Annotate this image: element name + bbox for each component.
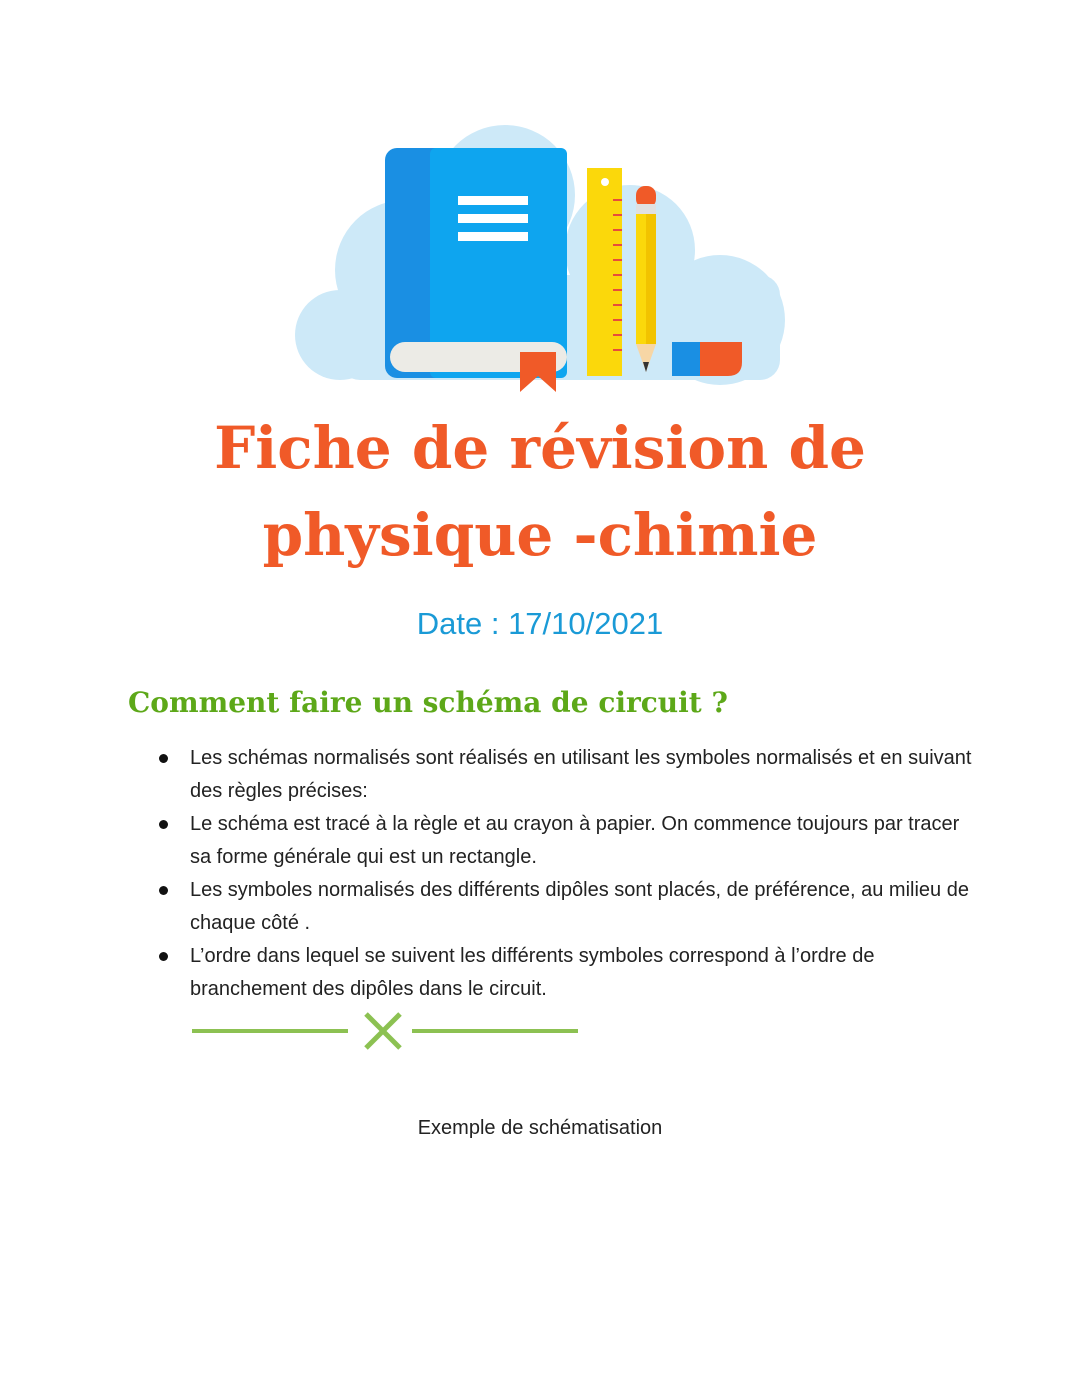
list-item-text: Les symboles normalisés des différents dipôles sont placés, de préférence, au milieu de chaque côté . [190, 879, 969, 934]
bullet-icon [159, 952, 168, 961]
list-item [190, 874, 980, 940]
list-item-text: Le schéma est tracé à la règle et au crayon à papier. On commence toujours par tracer sa forme générale qui est un rectangle. [190, 813, 960, 868]
bullet-icon [159, 820, 168, 829]
section-heading: Comment faire un schéma de circuit ? [128, 686, 728, 719]
figure-caption: Exemple de schématisation [417, 1117, 663, 1139]
ruler-icon [587, 168, 622, 376]
bullet-icon [159, 754, 168, 763]
date-label: Date : 17/10/2021 [416, 606, 664, 641]
cross-divider-icon [192, 1008, 578, 1054]
eraser-icon [672, 342, 742, 376]
list-item [190, 940, 980, 1006]
bookmark-icon [520, 352, 556, 392]
bullet-icon [159, 886, 168, 895]
list-item-text: L’ordre dans lequel se suivent les différents symboles correspond à l’ordre de branchement des dipôles dans le circuit. [190, 945, 875, 1000]
list-item [190, 742, 980, 808]
book-icon [385, 148, 567, 378]
list-item-text: Les schémas normalisés sont réalisés en utilisant les symboles normalisés et en suivant des règles précises: [190, 747, 972, 802]
list-item [190, 808, 980, 874]
pencil-icon [636, 186, 656, 372]
title-line-2: physique -chimie [262, 501, 818, 569]
title-line-1: Fiche de révision de [214, 414, 866, 482]
book-ruler-pencil-illustration [280, 100, 800, 400]
page-title [0, 405, 1080, 579]
bullet-list [190, 742, 980, 1006]
